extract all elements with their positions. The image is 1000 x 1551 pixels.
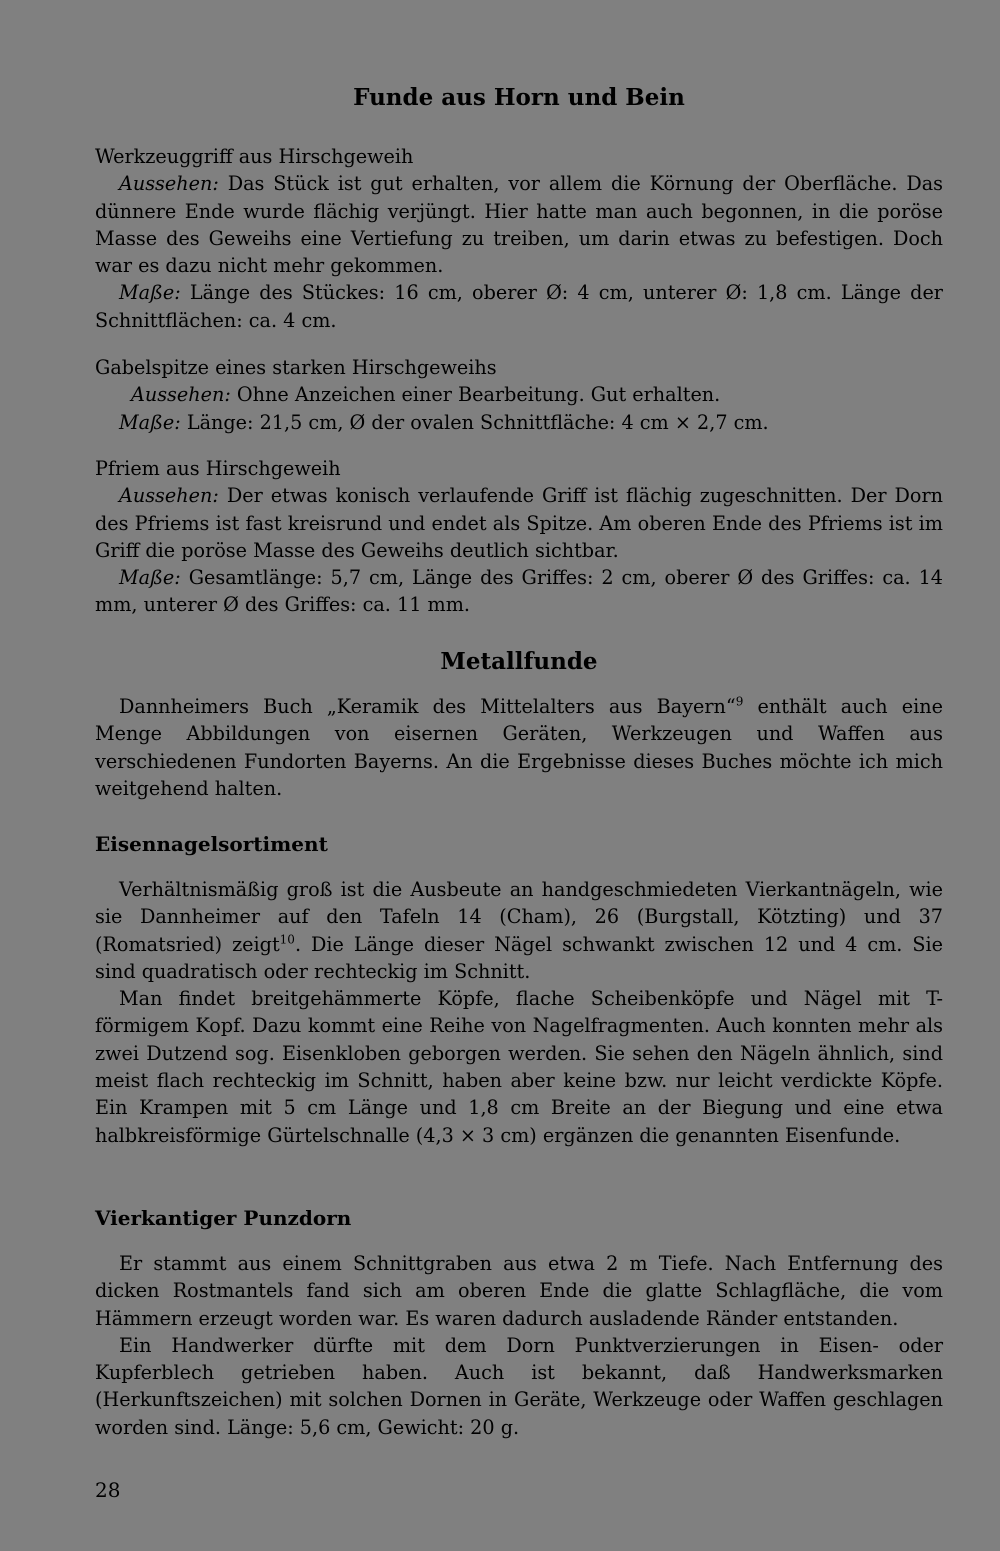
eisennagel-text	[95, 876, 943, 1149]
subsection-title-eisennagel: Eisennagelsortiment	[95, 832, 328, 856]
item-werkzeuggriff	[95, 143, 943, 334]
paragraph: Er stammt aus einem Schnittgraben aus etwa 2 m Tiefe. Nach Entfernung des dicken Rostmantels fand sich am oberen Ende die glatte Schlagfläche, die vom Hämmern erzeugt worden war. Es waren dadurch ausladende Ränder entstanden.	[95, 1252, 943, 1330]
document-page	[95, 0, 943, 1551]
item-masse	[95, 409, 943, 436]
item-gabelspitze	[95, 354, 943, 436]
item-pfriem	[95, 455, 943, 619]
paragraph-text-start: Verhältnismäßig groß ist die Ausbeute an handgeschmiedeten Vierkantnägeln, wie sie Dannheimer auf den Tafeln 14 (Cham), 26 (Burgstall, Kötzting) und 37 (Romatsried) zeigt	[95, 878, 943, 956]
paragraph: Ein Handwerker dürfte mit dem Dorn Punktverzierungen in Eisen- oder Kupferblech getrieben haben. Auch ist bekannt, daß Handwerksmarken (Herkunftszeichen) mit solchen Dornen in Geräte, Werkzeuge oder Waffen geschlagen worden sind. Länge: 5,6 cm, Gewicht: 20 g.	[95, 1333, 943, 1439]
metallfunde-intro	[95, 693, 943, 802]
masse-text: Länge: 21,5 cm, Ø der ovalen Schnittfläche: 4 cm × 2,7 cm.	[186, 410, 769, 434]
aussehen-text: Der etwas konisch verlaufende Griff ist flächig zugeschnitten. Der Dorn des Pfriems ist fast kreisrund und endet als Spitze. Am oberen Ende des Pfriems ist im Griff die poröse Masse des Geweihs deutlich sichtbar.	[95, 484, 943, 562]
intro-text-end: enthält auch eine Menge Abbildungen von eisernen Geräten, Werkzeugen und Waffen aus verschiedenen Fundorten Bayerns. An die Ergebnisse dieses Buches möchte ich mich weitgehend halten.	[95, 695, 943, 800]
masse-text: Gesamtlänge: 5,7 cm, Länge des Griffes: 2 cm, oberer Ø des Griffes: ca. 14 mm, unterer Ø des Griffes: ca. 11 mm.	[95, 566, 943, 617]
footnote-ref: 9	[735, 694, 744, 709]
item-masse	[95, 279, 943, 334]
masse-text: Länge des Stückes: 16 cm, oberer Ø: 4 cm, unterer Ø: 1,8 cm. Länge der Schnittflächen: ca. 4 cm.	[95, 281, 943, 332]
footnote-ref: 10	[279, 932, 295, 947]
masse-label: Maße:	[119, 281, 181, 305]
page-number: 28	[95, 1478, 121, 1502]
item-aussehen	[95, 170, 943, 279]
aussehen-label: Aussehen:	[131, 383, 231, 407]
item-name: Gabelspitze eines starken Hirschgeweihs	[95, 356, 497, 379]
masse-label: Maße:	[119, 566, 181, 590]
aussehen-text: Ohne Anzeichen einer Bearbeitung. Gut erhalten.	[236, 383, 721, 407]
paragraph-text-end: . Die Länge dieser Nägel schwankt zwischen 12 und 4 cm. Sie sind quadratisch oder rechteckig im Schnitt.	[95, 932, 943, 983]
section-title-metallfunde: Metallfunde	[440, 648, 598, 675]
aussehen-label: Aussehen:	[119, 484, 219, 508]
item-name: Werkzeuggriff aus Hirschgeweih	[95, 145, 414, 168]
intro-text-start: Dannheimers Buch „Keramik des Mittelalters aus Bayern“	[119, 695, 736, 718]
item-aussehen	[95, 381, 943, 408]
item-name: Pfriem aus Hirschgeweih	[95, 457, 341, 480]
subsection-title-punzdorn: Vierkantiger Punzdorn	[95, 1206, 352, 1230]
aussehen-label: Aussehen:	[119, 172, 219, 196]
aussehen-text: Das Stück ist gut erhalten, vor allem die Körnung der Oberfläche. Das dünnere Ende wurde flächig verjüngt. Hier hatte man auch begonnen, in die poröse Masse des Geweihs eine Vertiefung zu treiben, um darin etwas zu befestigen. Doch war es dazu nicht mehr gekommen.	[95, 172, 943, 278]
item-aussehen	[95, 482, 943, 564]
masse-label: Maße:	[119, 410, 181, 434]
paragraph	[95, 876, 943, 985]
intro-paragraph	[95, 693, 943, 802]
paragraph: Man findet breitgehämmerte Köpfe, flache Scheibenköpfe und Nägel mit T-förmigem Kopf. Dazu kommt eine Reihe von Nagelfragmenten. Auch konnten mehr als zwei Dutzend sog. Eisenkloben geborgen werden. Sie sehen den Nägeln ähnlich, sind meist flach rechteckig im Schnitt, haben aber keine bzw. nur leicht verdickte Köpfe. Ein Krampen mit 5 cm Länge und 1,8 cm Breite an der Biegung und eine etwa halbkreisförmige Gürtelschnalle (4,3 × 3 cm) ergänzen die genannten Eisenfunde.	[95, 987, 943, 1147]
section-title-horn-bein: Funde aus Horn und Bein	[353, 84, 685, 111]
item-masse	[95, 564, 943, 619]
punzdorn-text	[95, 1250, 943, 1441]
